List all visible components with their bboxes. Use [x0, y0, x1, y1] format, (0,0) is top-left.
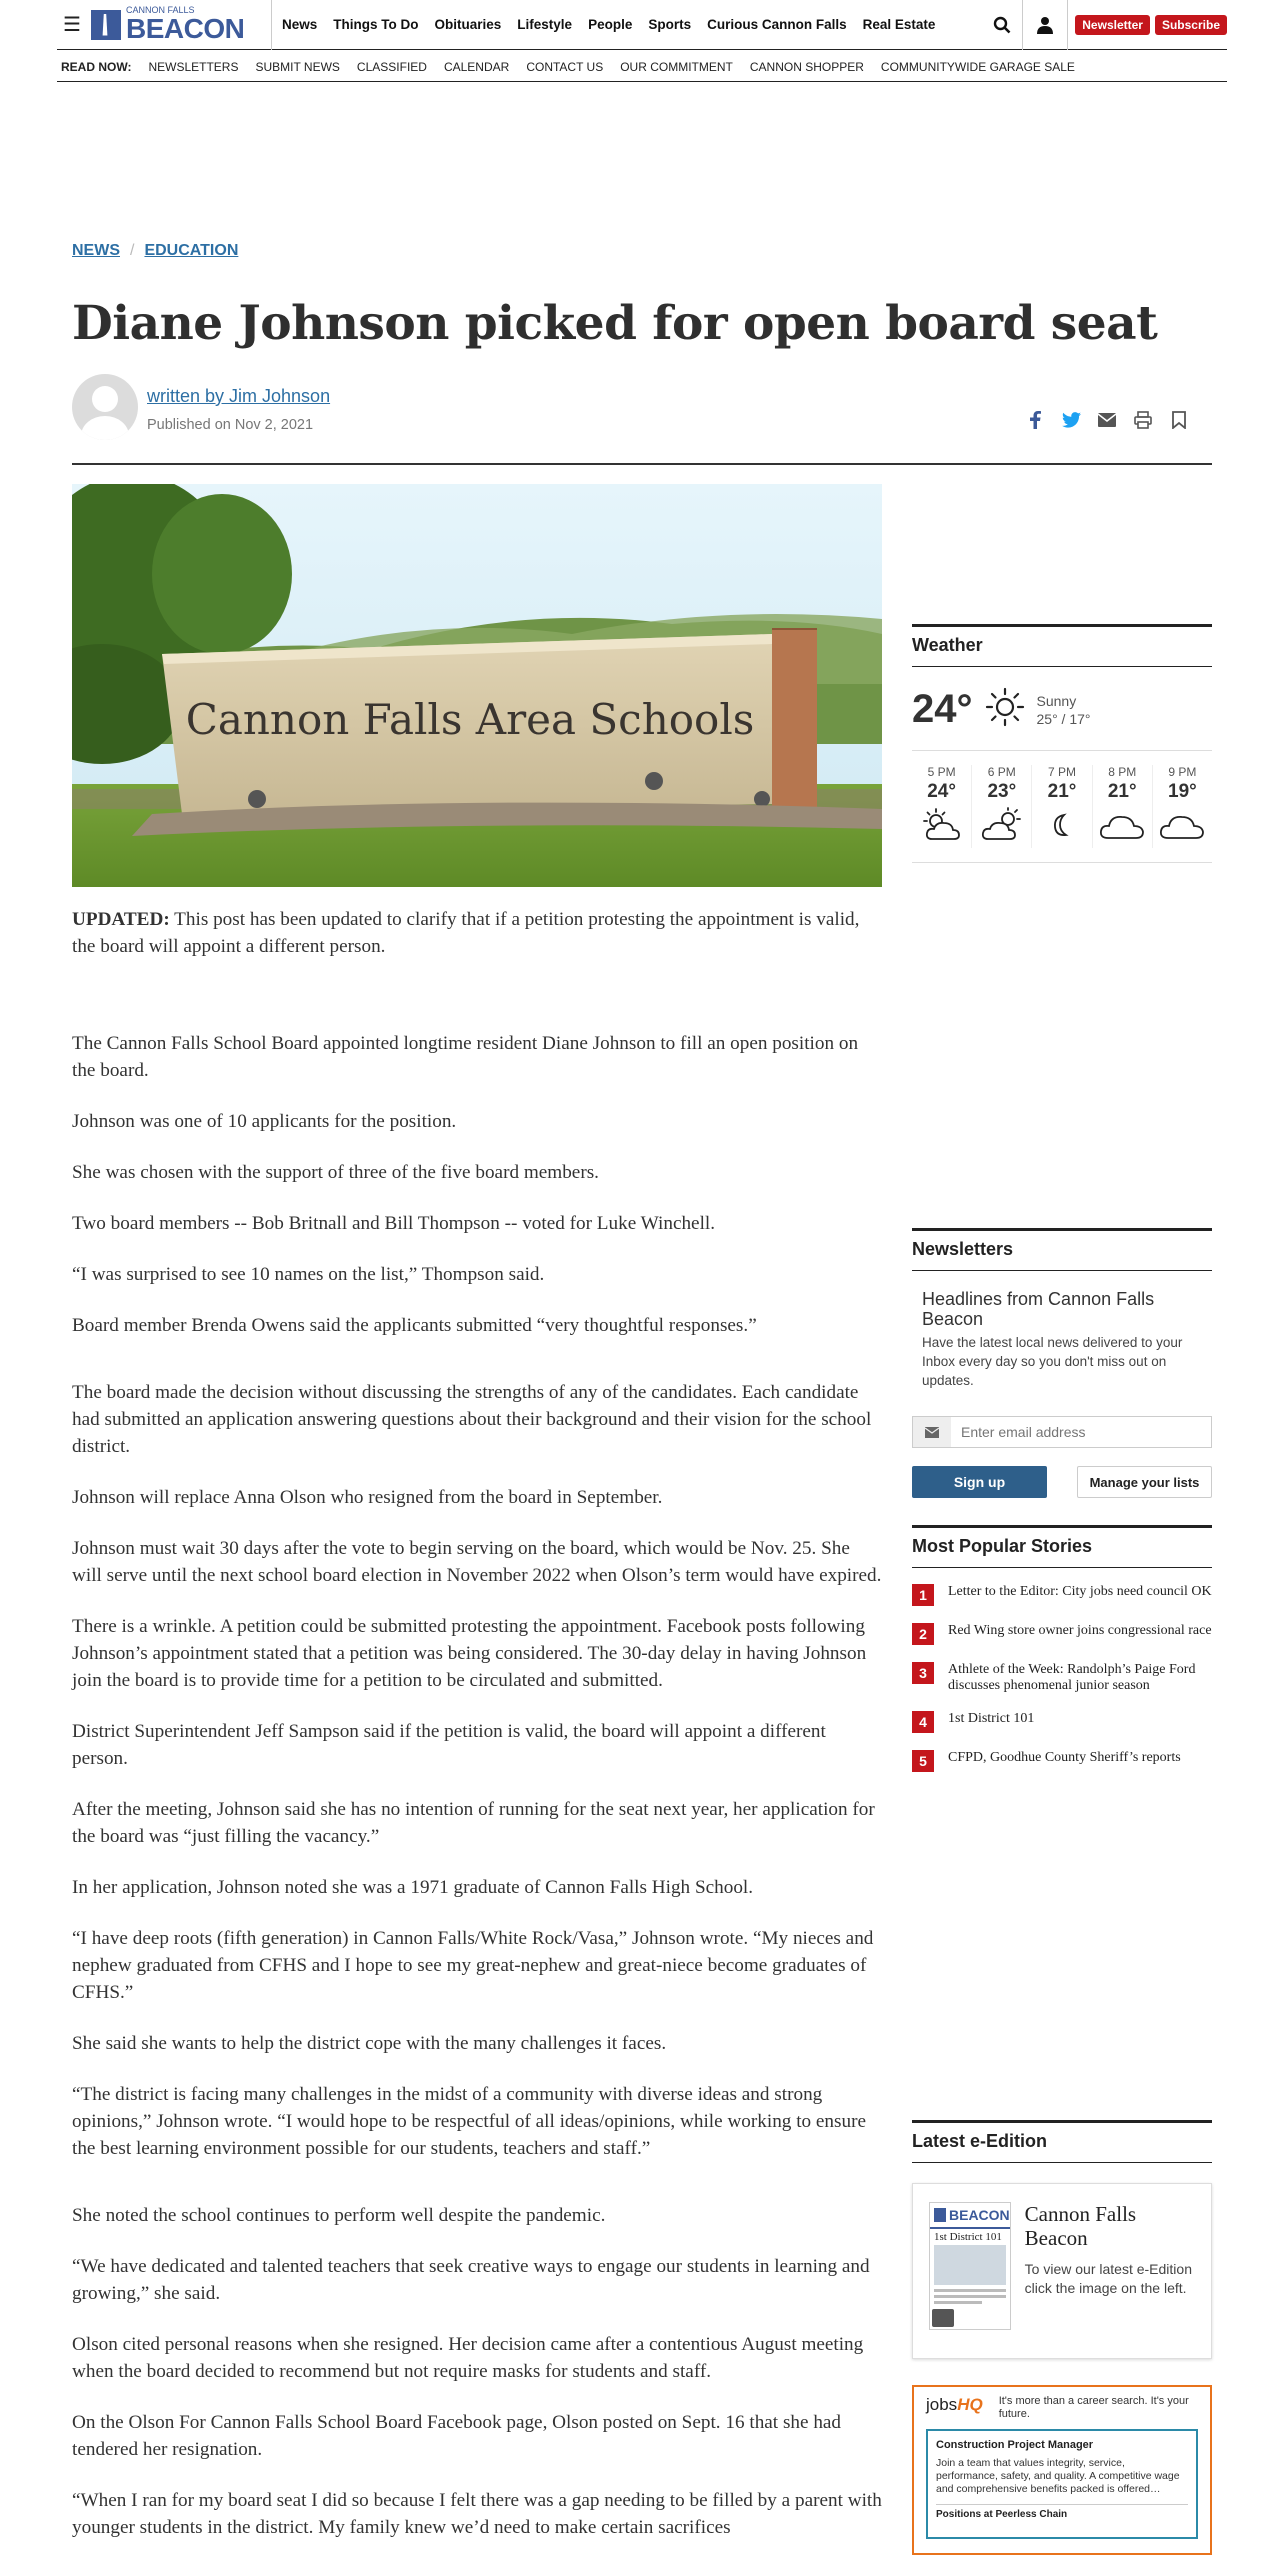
nav-lifestyle[interactable]: Lifestyle: [517, 17, 573, 32]
article-paragraph: “When I ran for my board seat I did so because I felt there was a gap needing to be filled by a parent with younger students in the district. My family knew we’d need to make certain sacrifices: [72, 2490, 882, 2538]
email-icon[interactable]: [1097, 410, 1117, 430]
article-paragraph: There is a wrinkle. A petition could be submitted protesting the appointment. Facebook posts following Johnson’s appointment stated that a petition was being considered. The 30-day delay in having Johnson join the board is to provide time for a petition to be circulated and submitted.: [72, 1616, 867, 1691]
logo-big-text: BEACON: [126, 13, 245, 44]
newspaper-icon: [932, 2309, 954, 2327]
cloud-icon: [1158, 830, 1206, 847]
manage-lists-button[interactable]: Manage your lists: [1077, 1466, 1212, 1498]
forecast-hour: [972, 765, 1032, 848]
jobs-ad[interactable]: [912, 2385, 1212, 2555]
search-icon[interactable]: [982, 16, 1022, 34]
article-paragraph: Johnson was one of 10 applicants for the position.: [72, 1111, 457, 1132]
update-label: UPDATED:: [72, 909, 170, 930]
e-edition-thumbnail[interactable]: [929, 2202, 1011, 2330]
partly-sunny-icon: [920, 830, 964, 847]
newsletters-heading: Newsletters: [912, 1228, 1212, 1271]
newsletter-title: Headlines from Cannon Falls Beacon: [922, 1289, 1155, 1329]
article-paragraph: “The district is facing many challenges in the midst of a community with diverse ideas and strong opinions,” Johnson wrote. “I would hope to be respectful of all ideas/opinions, while working to ensure the best learning environment possible for our students, teachers and staff.”: [72, 2084, 866, 2159]
menu-icon[interactable]: ☰: [63, 14, 81, 36]
forecast-temp: 19°: [1168, 781, 1197, 802]
article-paragraph: The board made the decision without discussing the strengths of any of the candidates. Each candidate had submitted an application answering questions about their background and their vision for the school district.: [72, 1382, 872, 1457]
rank-badge: 3: [912, 1662, 934, 1684]
newsletter-email-field: [912, 1416, 1212, 1448]
article-paragraph: On the Olson For Cannon Falls School Board Facebook page, Olson posted on Sept. 16 that she had tendered her resignation.: [72, 2412, 842, 2460]
article-paragraph: Johnson must wait 30 days after the vote to begin serving on the board, which would be Nov. 25. She will serve until the next school board election in November 2022 when Olson’s term would have expired.: [72, 1538, 882, 1586]
story-link[interactable]: 1st District 101: [948, 1711, 1035, 1726]
article-paragraph: “I was surprised to see 10 names on the list,” Thompson said.: [72, 1264, 545, 1285]
forecast-hour: [1093, 765, 1153, 848]
article-paragraph: The Cannon Falls School Board appointed longtime resident Diane Johnson to fill an open position on the board.: [72, 1033, 859, 1081]
forecast-temp: 24°: [927, 781, 956, 802]
weather-widget: [912, 624, 1212, 863]
site-header: [57, 0, 1227, 50]
e-edition-heading: Latest e-Edition: [912, 2120, 1212, 2163]
e-edition-card[interactable]: [912, 2183, 1212, 2359]
breadcrumb-separator: /: [130, 242, 135, 259]
rank-badge: 1: [912, 1584, 934, 1606]
forecast-time: 9 PM: [1168, 765, 1197, 779]
article-paragraph: “I have deep roots (fifth generation) in Cannon Falls/White Rock/Vasa,” Johnson wrote. “My nieces and nephew graduated from CFHS and I hope to see my great-nephew and great-niece become graduates of CFHS.”: [72, 1928, 874, 2003]
twitter-icon[interactable]: [1061, 410, 1081, 430]
weather-current[interactable]: [912, 667, 1212, 751]
forecast-temp: 21°: [1047, 781, 1077, 802]
partly-sunny-icon: [980, 830, 1024, 847]
jobs-logo: jobsHQ: [926, 2395, 983, 2414]
forecast-hour: [1032, 765, 1092, 848]
e-edition-title: Cannon Falls Beacon: [1024, 2202, 1137, 2250]
share-tools: [1025, 410, 1189, 430]
list-item[interactable]: [912, 1584, 1212, 1606]
envelope-icon: [913, 1417, 951, 1447]
story-link[interactable]: Letter to the Editor: City jobs need council OK: [948, 1584, 1212, 1599]
breadcrumb: [72, 242, 238, 260]
signup-button[interactable]: Sign up: [912, 1466, 1047, 1498]
weather-heading: Weather: [912, 624, 1212, 667]
list-item[interactable]: [912, 1711, 1212, 1733]
read-now-classified[interactable]: CLASSIFIED: [356, 59, 427, 74]
e-edition-widget: [912, 2120, 1212, 2555]
thumb-masthead: BEACON: [949, 2207, 1010, 2223]
forecast-hour: [912, 765, 972, 848]
list-item[interactable]: [912, 1662, 1212, 1694]
newsletter-button[interactable]: Newsletter: [1075, 15, 1150, 35]
site-logo[interactable]: [87, 0, 272, 50]
article-paragraph: Board member Brenda Owens said the applicants submitted “very thoughtful responses.”: [72, 1315, 757, 1336]
author-byline[interactable]: written by Jim Johnson: [147, 386, 331, 406]
story-link[interactable]: CFPD, Goodhue County Sheriff’s reports: [948, 1750, 1181, 1765]
user-icon[interactable]: [1022, 0, 1068, 50]
breadcrumb-education[interactable]: EDUCATION: [144, 242, 239, 259]
rank-badge: 5: [912, 1750, 934, 1772]
header-divider: [72, 463, 1212, 465]
article-paragraph: In her application, Johnson noted she was a 1971 graduate of Cannon Falls High School.: [72, 1877, 754, 1898]
logo-small-text: CANNON FALLS: [126, 5, 195, 15]
list-item[interactable]: [912, 1750, 1212, 1772]
facebook-icon[interactable]: [1025, 410, 1045, 430]
rank-badge: 2: [912, 1623, 934, 1645]
read-now-newsletters[interactable]: NEWSLETTERS: [148, 59, 239, 74]
nav-things-to-do[interactable]: Things To Do: [333, 17, 419, 32]
nav-real-estate[interactable]: Real Estate: [862, 17, 936, 32]
read-now-garage-sale[interactable]: COMMUNITYWIDE GARAGE SALE: [880, 59, 1075, 74]
weather-hi-lo: 25° / 17°: [1036, 710, 1091, 727]
nav-obituaries[interactable]: Obituaries: [434, 17, 502, 32]
nav-people[interactable]: People: [588, 17, 633, 32]
job-description: Join a team that values integrity, service, performance, safety, and quality. A competitive wage and comprehensive benefits packed is offered…: [936, 2457, 1180, 2495]
e-edition-description: To view our latest e-Edition click the image on the left.: [1024, 2261, 1192, 2296]
list-item[interactable]: [912, 1623, 1212, 1645]
forecast-temp: 21°: [1107, 781, 1137, 802]
article-paragraph: Johnson will replace Anna Olson who resigned from the board in September.: [72, 1487, 663, 1508]
job-title[interactable]: Construction Project Manager: [936, 2439, 1094, 2451]
sun-icon: [985, 687, 1025, 732]
read-now-our-commitment[interactable]: OUR COMMITMENT: [620, 59, 733, 74]
read-now-contact-us[interactable]: CONTACT US: [526, 59, 604, 74]
read-now-submit-news[interactable]: SUBMIT NEWS: [255, 59, 340, 74]
forecast-time: 8 PM: [1108, 765, 1137, 779]
read-now-label: READ NOW:: [61, 59, 132, 74]
newsletter-description: Have the latest local news delivered to your Inbox every day so you don't miss out on updates.: [922, 1335, 1183, 1388]
article-paragraph: She was chosen with the support of three of the five board members.: [72, 1162, 599, 1183]
publish-date: Published on Nov 2, 2021: [147, 417, 314, 433]
article-paragraph: “We have dedicated and talented teachers that seek creative ways to engage our students in learning and growing,” she said.: [72, 2256, 870, 2304]
most-popular-widget: [912, 1525, 1212, 1789]
email-input[interactable]: [951, 1417, 1211, 1447]
print-icon[interactable]: [1133, 410, 1153, 430]
hourly-forecast: [912, 751, 1212, 863]
read-now-bar: [57, 52, 1227, 82]
breadcrumb-news[interactable]: NEWS: [72, 242, 120, 259]
rank-badge: 4: [912, 1711, 934, 1733]
logo-mark-icon: [91, 10, 121, 40]
article-paragraph: Olson cited personal reasons when she resigned. Her decision came after a contentious August meeting when the board decided to recommend but not require masks for students and staff.: [72, 2334, 864, 2382]
newsletter-widget: [912, 1228, 1212, 1498]
story-link[interactable]: Red Wing store owner joins congressional race: [948, 1623, 1212, 1638]
most-popular-heading: Most Popular Stories: [912, 1525, 1212, 1568]
nav-news[interactable]: News: [282, 17, 318, 32]
cloud-icon: [1098, 830, 1146, 847]
nav-sports[interactable]: Sports: [648, 17, 692, 32]
article-photo[interactable]: [72, 484, 882, 887]
article-body: [72, 906, 882, 2565]
read-now-cannon-shopper[interactable]: CANNON SHOPPER: [749, 59, 864, 74]
update-note: [72, 906, 882, 960]
article-paragraph: Two board members -- Bob Britnall and Bill Thompson -- voted for Luke Winchell.: [72, 1213, 716, 1234]
article-paragraph: After the meeting, Johnson said she has no intention of running for the seat next year, her application for the board was “just filling the vacancy.”: [72, 1799, 875, 1847]
job-next[interactable]: Positions at Peerless Chain: [936, 2509, 1068, 2520]
article-paragraph: She said she wants to help the district cope with the many challenges it faces.: [72, 2033, 667, 2054]
weather-condition: Sunny: [1036, 692, 1077, 709]
read-now-calendar[interactable]: CALENDAR: [443, 59, 510, 74]
thumb-logo-icon: [934, 2208, 946, 2222]
nav-curious-cannon-falls[interactable]: Curious Cannon Falls: [707, 17, 847, 32]
author-avatar[interactable]: [72, 374, 138, 440]
forecast-temp: 23°: [987, 781, 1017, 802]
school-sign-text: Cannon Falls Area Schools: [185, 695, 755, 744]
moon-icon: [1040, 830, 1084, 847]
bookmark-icon[interactable]: [1169, 410, 1189, 430]
article-paragraph: District Superintendent Jeff Sampson said if the petition is valid, the board will appoint a different person.: [72, 1721, 826, 1769]
update-text: This post has been updated to clarify that if a petition protesting the appointment is valid, the board will appoint a different person.: [72, 909, 860, 957]
forecast-time: 5 PM: [927, 765, 956, 779]
forecast-time: 7 PM: [1048, 765, 1077, 779]
subscribe-button[interactable]: Subscribe: [1155, 15, 1227, 35]
story-link[interactable]: Athlete of the Week: Randolph’s Paige Ford discusses phenomenal junior season: [948, 1662, 1196, 1693]
forecast-time: 6 PM: [987, 765, 1016, 779]
thumb-headline: 1st District 101: [934, 2231, 1002, 2243]
main-nav: [272, 17, 982, 32]
article-paragraph: She noted the school continues to perform well despite the pandemic.: [72, 2205, 606, 2226]
article-title: Diane Johnson picked for open board seat: [72, 296, 1158, 351]
forecast-hour: [1153, 765, 1212, 848]
current-temp: 24°: [912, 687, 973, 731]
jobs-tagline: It's more than a career search. It's your future.: [998, 2395, 1189, 2420]
